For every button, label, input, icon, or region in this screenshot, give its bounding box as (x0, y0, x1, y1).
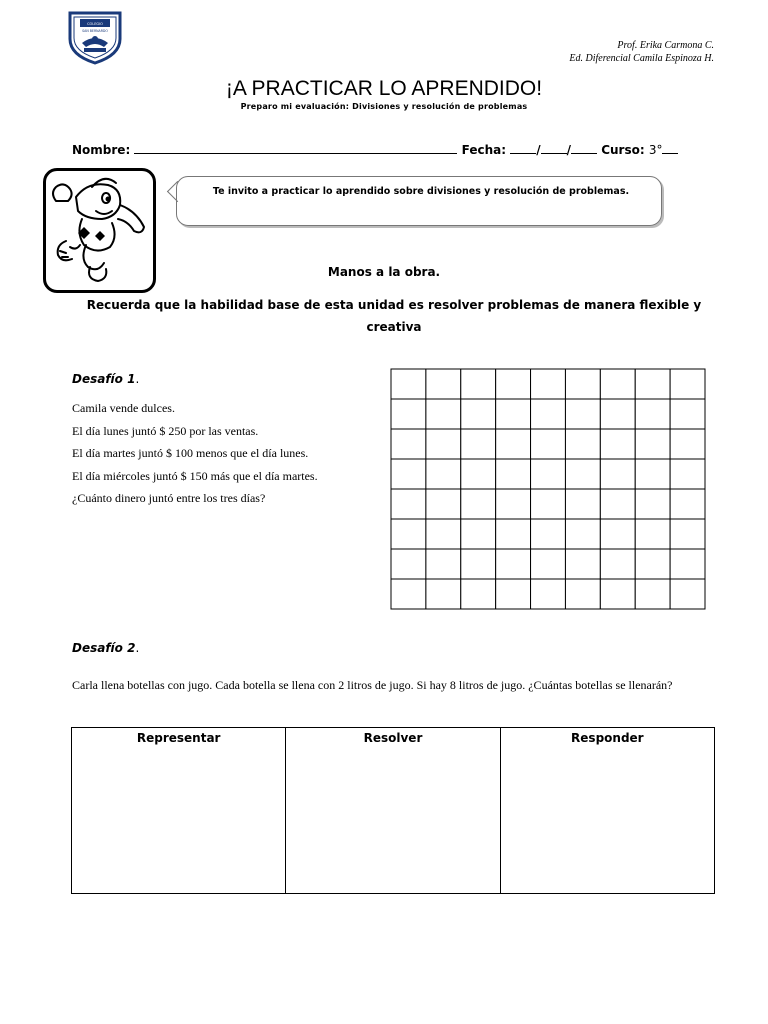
grid-cell[interactable] (670, 579, 705, 609)
answer-column-represent[interactable] (72, 728, 286, 893)
grid-cell[interactable] (426, 369, 461, 399)
grid-cell[interactable] (426, 519, 461, 549)
answer-column-solve[interactable] (286, 728, 500, 893)
grid-cell[interactable] (635, 519, 670, 549)
grid-cell[interactable] (496, 579, 531, 609)
grid-cell[interactable] (635, 459, 670, 489)
grid-cell[interactable] (600, 399, 635, 429)
problem-line: ¿Cuánto dinero juntó entre los tres días? (72, 491, 266, 505)
page-subtitle: Preparo mi evaluación: Divisiones y resolución de problemas (240, 102, 528, 111)
grid-cell[interactable] (461, 369, 496, 399)
grid-cell[interactable] (635, 579, 670, 609)
grid-cell[interactable] (635, 549, 670, 579)
problem-line: El día martes juntó $ 100 menos que el día lunes. (72, 446, 309, 460)
grid-cell[interactable] (391, 489, 426, 519)
grid-cell[interactable] (496, 399, 531, 429)
date-month-field[interactable] (541, 141, 567, 154)
column-header: Resolver (363, 731, 423, 745)
teacher-name: Prof. Erika Carmona C. (617, 40, 714, 51)
grid-cell[interactable] (531, 429, 566, 459)
grid-cell[interactable] (670, 399, 705, 429)
grid-cell[interactable] (670, 429, 705, 459)
grid-cell[interactable] (600, 549, 635, 579)
instruction-text: Recuerda que la habilidad base de esta unidad es resolver problemas de manera flexible y creativa (86, 298, 702, 334)
grid-cell[interactable] (600, 369, 635, 399)
grid-cell[interactable] (496, 369, 531, 399)
grid-cell[interactable] (496, 489, 531, 519)
grid-cell[interactable] (461, 549, 496, 579)
grid-cell[interactable] (600, 579, 635, 609)
grid-cell[interactable] (391, 519, 426, 549)
grid-cell[interactable] (531, 579, 566, 609)
instruction-heading: Manos a la obra. (327, 265, 441, 279)
challenge-title-text: Desafío 1 (72, 372, 136, 386)
grid-cell[interactable] (426, 399, 461, 429)
student-info-line (72, 141, 716, 157)
grid-cell[interactable] (635, 369, 670, 399)
answer-column-respond[interactable] (501, 728, 714, 893)
grid-cell[interactable] (600, 489, 635, 519)
grid-cell[interactable] (461, 519, 496, 549)
grid-cell[interactable] (461, 579, 496, 609)
grid-cell[interactable] (565, 459, 600, 489)
grid-cell[interactable] (565, 429, 600, 459)
name-field[interactable] (134, 141, 457, 154)
challenge-statement (72, 397, 318, 510)
grid-cell[interactable] (565, 549, 600, 579)
grid-cell[interactable] (670, 369, 705, 399)
page-title: ¡A PRACTICAR LO APRENDIDO! (225, 77, 543, 100)
grid-cell[interactable] (461, 429, 496, 459)
challenge-statement: Carla llena botellas con jugo. Cada botella se llena con 2 litros de jugo. Si hay 8 litros de jugo. ¿Cuántas botellas se llenarán? (72, 678, 673, 692)
grid-cell[interactable] (635, 489, 670, 519)
course-field[interactable] (662, 141, 678, 154)
grid-cell[interactable] (600, 429, 635, 459)
grid-cell[interactable] (531, 489, 566, 519)
challenge-title-text: Desafío 2 (72, 641, 136, 655)
school-crest-icon (66, 9, 124, 65)
challenge-title: Desafío 2. (72, 641, 140, 655)
grid-cell[interactable] (496, 459, 531, 489)
grid-cell[interactable] (565, 519, 600, 549)
grid-cell[interactable] (391, 429, 426, 459)
course-value: 3° (648, 143, 663, 157)
grid-cell[interactable] (670, 519, 705, 549)
grid-cell[interactable] (426, 429, 461, 459)
problem-line: El día lunes juntó $ 250 por las ventas. (72, 423, 259, 438)
grid-cell[interactable] (531, 369, 566, 399)
svg-text:COLEGIO: COLEGIO (87, 22, 103, 26)
date-separator: / (536, 143, 541, 157)
grid-cell[interactable] (565, 489, 600, 519)
grid-cell[interactable] (565, 579, 600, 609)
grid-cell[interactable] (565, 369, 600, 399)
grid-cell[interactable] (391, 399, 426, 429)
date-separator: / (566, 143, 571, 157)
answer-table (71, 727, 715, 894)
grid-cell[interactable] (635, 429, 670, 459)
grid-cell[interactable] (426, 549, 461, 579)
grid-cell[interactable] (496, 429, 531, 459)
grid-cell[interactable] (461, 459, 496, 489)
grid-cell[interactable] (391, 579, 426, 609)
column-header: Representar (136, 731, 221, 745)
grid-cell[interactable] (670, 459, 705, 489)
problem-line: El día miércoles juntó $ 150 más que el día martes. (72, 468, 318, 483)
grid-cell[interactable] (531, 459, 566, 489)
grid-cell[interactable] (391, 459, 426, 489)
grid-cell[interactable] (461, 489, 496, 519)
grid-cell[interactable] (426, 579, 461, 609)
date-label: Fecha: (461, 143, 507, 157)
grid-cell[interactable] (496, 549, 531, 579)
teacher-name: Ed. Diferencial Camila Espinoza H. (569, 53, 714, 64)
grid-cell[interactable] (600, 459, 635, 489)
problem-line: Camila vende dulces. (72, 401, 175, 415)
challenge-title: Desafío 1. (72, 372, 140, 386)
grid-cell[interactable] (670, 489, 705, 519)
answer-grid[interactable] (390, 368, 706, 610)
svg-text:SAN BERNARDO: SAN BERNARDO (82, 29, 108, 33)
grid-cell[interactable] (461, 399, 496, 429)
course-label: Curso: (601, 143, 645, 157)
grid-cell[interactable] (565, 399, 600, 429)
name-label: Nombre: (72, 143, 131, 157)
grid-cell[interactable] (496, 519, 531, 549)
grid-cell[interactable] (531, 549, 566, 579)
speech-bubble-text: Te invito a practicar lo aprendido sobre divisiones y resolución de problemas. (212, 186, 630, 197)
grid-cell[interactable] (531, 519, 566, 549)
grid-cell[interactable] (635, 399, 670, 429)
grid-cell[interactable] (426, 459, 461, 489)
grid-cell[interactable] (531, 399, 566, 429)
grid-cell[interactable] (600, 519, 635, 549)
grid-cell[interactable] (391, 369, 426, 399)
date-day-field[interactable] (510, 141, 536, 154)
column-header: Responder (571, 731, 644, 745)
grid-cell[interactable] (670, 549, 705, 579)
grid-cell[interactable] (391, 549, 426, 579)
grid-cell[interactable] (426, 489, 461, 519)
date-year-field[interactable] (571, 141, 597, 154)
